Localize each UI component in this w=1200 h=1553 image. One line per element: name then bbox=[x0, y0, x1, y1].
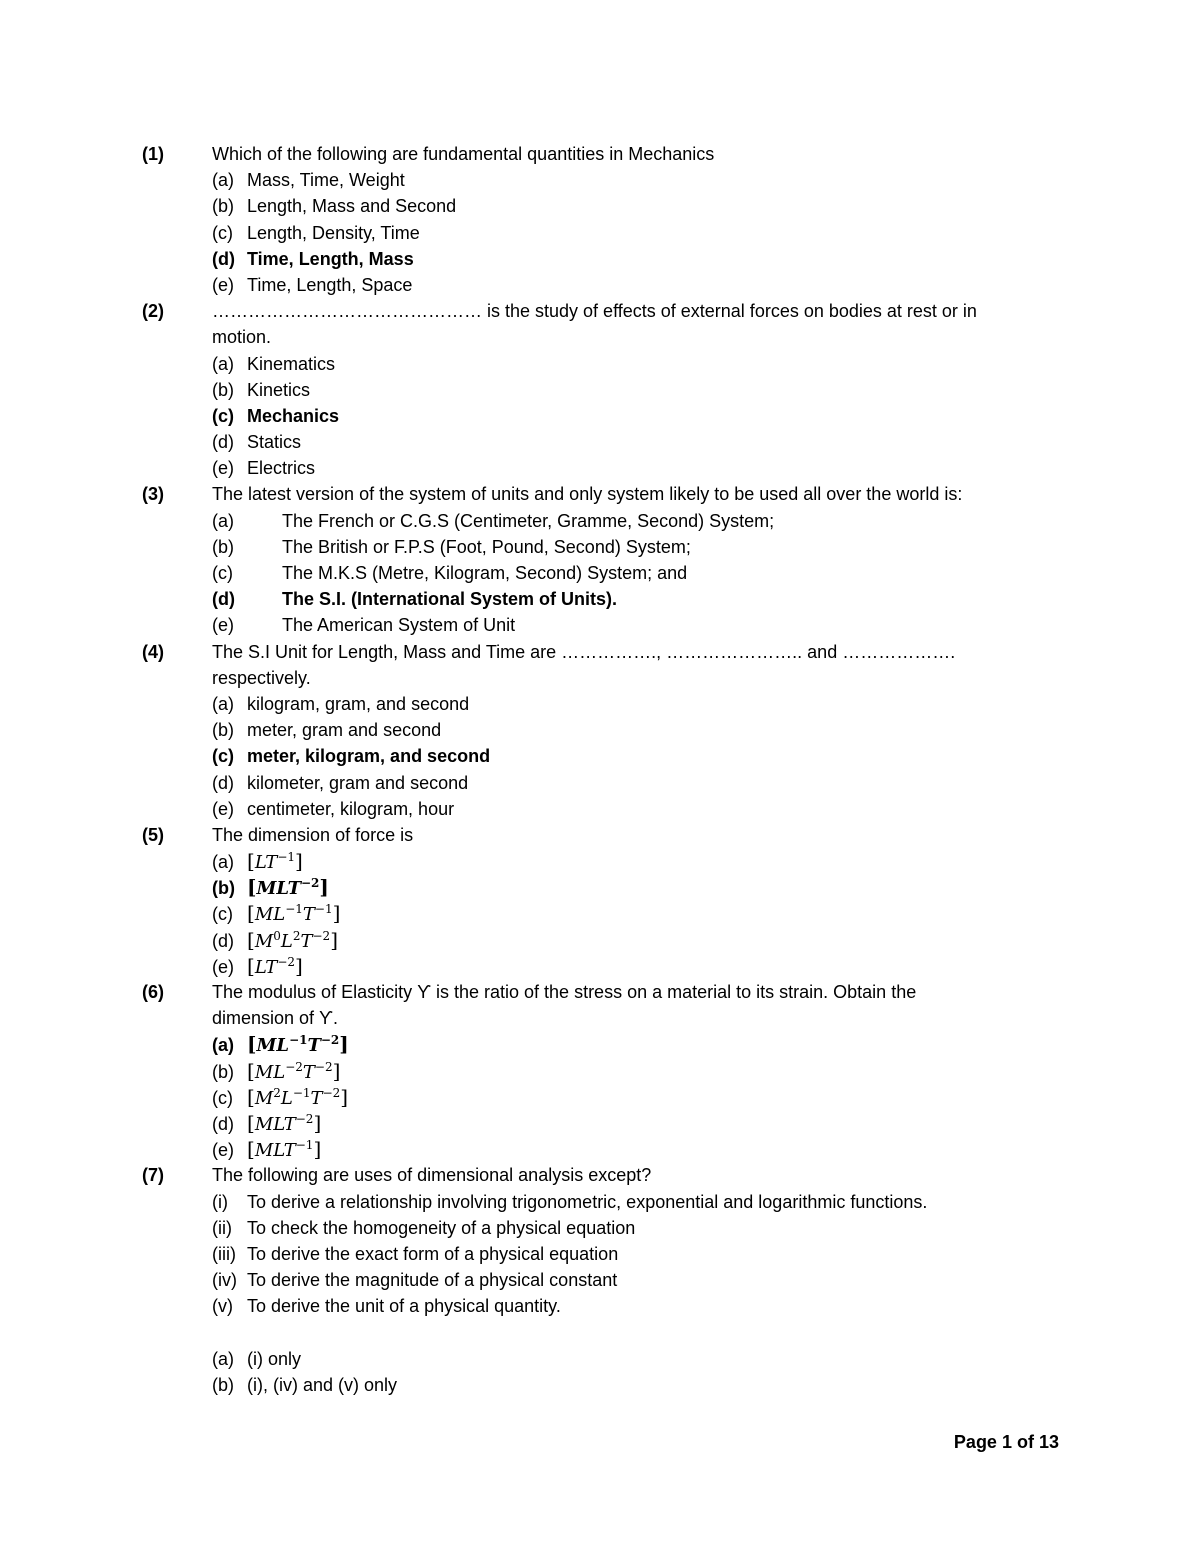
option-label: (a) bbox=[212, 852, 234, 873]
option-label: (d) bbox=[212, 930, 234, 951]
option-label: (b) bbox=[212, 196, 234, 217]
statement-label: (v) bbox=[212, 1296, 233, 1317]
option-text: Time, Length, Mass bbox=[247, 248, 414, 269]
option-text: centimeter, kilogram, hour bbox=[247, 798, 455, 819]
option-label: (a) bbox=[212, 170, 234, 191]
question-text: The S.I Unit for Length, Mass and Time are ……………., ………………….. and ………………. bbox=[212, 641, 956, 662]
dimension-formula: $[MLT^{-2}]$ bbox=[247, 875, 329, 900]
question-text: The latest version of the system of units and only system likely to be used all over the world is: bbox=[212, 484, 963, 505]
option-label: (d) bbox=[212, 432, 234, 453]
statement bbox=[142, 1241, 1062, 1267]
option-label: (e) bbox=[212, 1140, 234, 1161]
statement bbox=[142, 1267, 1062, 1293]
option-label: (c) bbox=[212, 1087, 233, 1108]
option-label: (e) bbox=[212, 615, 234, 636]
statement bbox=[142, 1293, 1062, 1319]
option bbox=[142, 691, 1062, 717]
option bbox=[142, 717, 1062, 743]
option-text: (i) only bbox=[247, 1348, 302, 1369]
option bbox=[142, 900, 1062, 926]
option-label: (c) bbox=[212, 904, 233, 925]
option-text: Mechanics bbox=[247, 405, 340, 426]
question-number: (4) bbox=[142, 641, 164, 662]
option-label: (b) bbox=[212, 379, 234, 400]
option bbox=[142, 455, 1062, 481]
option-text: Length, Density, Time bbox=[247, 222, 420, 243]
option bbox=[142, 848, 1062, 874]
option-label: (d) bbox=[212, 772, 234, 793]
option bbox=[142, 1346, 1062, 1372]
option bbox=[142, 770, 1062, 796]
question-3 bbox=[142, 481, 1062, 507]
statement bbox=[142, 1215, 1062, 1241]
page-number: Page 1 of 13 bbox=[953, 1432, 1059, 1452]
question-text-continued: motion. bbox=[212, 327, 272, 348]
option-label: (a) bbox=[212, 510, 234, 531]
option-text: Length, Mass and Second bbox=[247, 196, 457, 217]
option-text: meter, kilogram, and second bbox=[247, 746, 491, 767]
dimension-formula: $[LT^{-2}]$ bbox=[247, 953, 303, 978]
statement-label: (ii) bbox=[212, 1217, 232, 1238]
option bbox=[142, 612, 1062, 638]
question-5 bbox=[142, 822, 1062, 848]
option bbox=[142, 377, 1062, 403]
option-label: (e) bbox=[212, 798, 234, 819]
question-text: Which of the following are fundamental quantities in Mechanics bbox=[212, 144, 715, 164]
option-text: The M.K.S (Metre, Kilogram, Second) System; and bbox=[282, 563, 688, 583]
question-number: (5) bbox=[142, 824, 164, 845]
dimension-formula: $[ML^{-2}T^{-2}]$ bbox=[247, 1058, 341, 1083]
option-text: The American System of Unit bbox=[282, 615, 516, 636]
correct-option bbox=[142, 403, 1062, 429]
option-label: (c) bbox=[212, 222, 233, 243]
option-text: meter, gram and second bbox=[247, 720, 442, 741]
option-label: (e) bbox=[212, 956, 234, 977]
statement-text: To derive a relationship involving trigonometric, exponential and logarithmic functions. bbox=[247, 1191, 928, 1212]
statement-label: (i) bbox=[212, 1191, 228, 1212]
question-number: (2) bbox=[142, 301, 164, 322]
question-text-continued: dimension of ϒ. bbox=[212, 1008, 338, 1029]
option bbox=[142, 927, 1062, 953]
option-text: Mass, Time, Weight bbox=[247, 170, 405, 191]
dimension-formula: $[MLT^{-1}]$ bbox=[247, 1137, 322, 1162]
option-label: (c) bbox=[212, 746, 234, 767]
option-text: Kinematics bbox=[247, 353, 336, 374]
option bbox=[142, 167, 1062, 193]
statement-text: To derive the unit of a physical quantity. bbox=[247, 1296, 561, 1317]
question-2 bbox=[142, 298, 1062, 324]
option-label: (a) bbox=[212, 693, 234, 714]
question-number: (1) bbox=[142, 144, 164, 164]
question-text: The following are uses of dimensional analysis except? bbox=[212, 1165, 652, 1186]
question-text-continued: respectively. bbox=[212, 667, 311, 688]
option-label: (b) bbox=[212, 1061, 234, 1082]
statement-text: To check the homogeneity of a physical equation bbox=[247, 1217, 636, 1238]
question-text: ……………………………………… is the study of effects of external forces on bodies at rest or in bbox=[212, 301, 977, 322]
option-text: Statics bbox=[247, 432, 302, 453]
option-text: kilometer, gram and second bbox=[247, 772, 469, 793]
option bbox=[142, 953, 1062, 979]
option bbox=[142, 508, 1062, 534]
option-label: (d) bbox=[212, 1113, 234, 1134]
statement-label: (iv) bbox=[212, 1270, 237, 1291]
question-6 bbox=[142, 979, 1062, 1005]
option bbox=[142, 560, 1062, 586]
option bbox=[142, 272, 1062, 298]
statement-text: To derive the magnitude of a physical constant bbox=[247, 1270, 618, 1291]
dimension-formula: $[ML^{-1}T^{-1}]$ bbox=[247, 901, 341, 926]
option bbox=[142, 351, 1062, 377]
question-4 bbox=[142, 639, 1062, 665]
spacer bbox=[142, 1319, 1062, 1345]
option bbox=[142, 1110, 1062, 1136]
dimension-formula: $[M^0L^2T^{-2}]$ bbox=[247, 927, 339, 952]
question-text: The modulus of Elasticity ϒ is the ratio of the stress on a material to its strain. Obtain the bbox=[212, 982, 917, 1002]
option bbox=[142, 1084, 1062, 1110]
question-list bbox=[142, 141, 1062, 1398]
option-label: (a) bbox=[212, 353, 234, 374]
option-text: (i), (iv) and (v) only bbox=[247, 1374, 398, 1395]
question-1 bbox=[142, 141, 1062, 167]
option bbox=[142, 1058, 1062, 1084]
option-text: Kinetics bbox=[247, 379, 311, 400]
correct-option bbox=[142, 743, 1062, 769]
correct-option bbox=[142, 586, 1062, 612]
statement-text: To derive the exact form of a physical equation bbox=[247, 1243, 619, 1264]
option-label: (b) bbox=[212, 536, 234, 557]
option-text: The British or F.P.S (Foot, Pound, Second) System; bbox=[282, 536, 691, 557]
dimension-formula: $[MLT^{-2}]$ bbox=[247, 1110, 322, 1135]
option-label: (b) bbox=[212, 878, 235, 899]
dimension-formula: $[LT^{-1}]$ bbox=[247, 849, 303, 874]
option-label: (d) bbox=[212, 589, 235, 610]
question-number: (7) bbox=[142, 1165, 164, 1186]
option-label: (a) bbox=[212, 1035, 234, 1056]
option bbox=[142, 534, 1062, 560]
option bbox=[142, 429, 1062, 455]
question-text: The dimension of force is bbox=[212, 824, 414, 845]
dimension-formula: $[ML^{-1}T^{-2}]$ bbox=[247, 1032, 349, 1057]
question-7 bbox=[142, 1162, 1062, 1188]
correct-option bbox=[142, 1031, 1062, 1057]
option-label: (e) bbox=[212, 274, 234, 295]
option bbox=[142, 193, 1062, 219]
option bbox=[142, 1136, 1062, 1162]
option-label: (b) bbox=[212, 720, 234, 741]
option-label: (a) bbox=[212, 1348, 234, 1369]
option-label: (d) bbox=[212, 248, 235, 269]
correct-option bbox=[142, 246, 1062, 272]
option-label: (c) bbox=[212, 563, 233, 583]
question-number: (6) bbox=[142, 982, 164, 1002]
statement bbox=[142, 1189, 1062, 1215]
statement-label: (iii) bbox=[212, 1243, 236, 1264]
question-number: (3) bbox=[142, 484, 164, 505]
option-text: The S.I. (International System of Units). bbox=[282, 589, 618, 610]
option-text: The French or C.G.S (Centimeter, Gramme, Second) System; bbox=[282, 510, 775, 531]
option-label: (c) bbox=[212, 405, 234, 426]
option bbox=[142, 1372, 1062, 1398]
option-text: kilogram, gram, and second bbox=[247, 693, 470, 714]
correct-option bbox=[142, 874, 1062, 900]
option bbox=[142, 796, 1062, 822]
option-text: Electrics bbox=[247, 458, 316, 479]
option-text: Time, Length, Space bbox=[247, 274, 413, 295]
option-label: (b) bbox=[212, 1374, 234, 1395]
option bbox=[142, 220, 1062, 246]
option-label: (e) bbox=[212, 458, 234, 479]
dimension-formula: $[M^2L^{-1}T^{-2}]$ bbox=[247, 1084, 349, 1109]
